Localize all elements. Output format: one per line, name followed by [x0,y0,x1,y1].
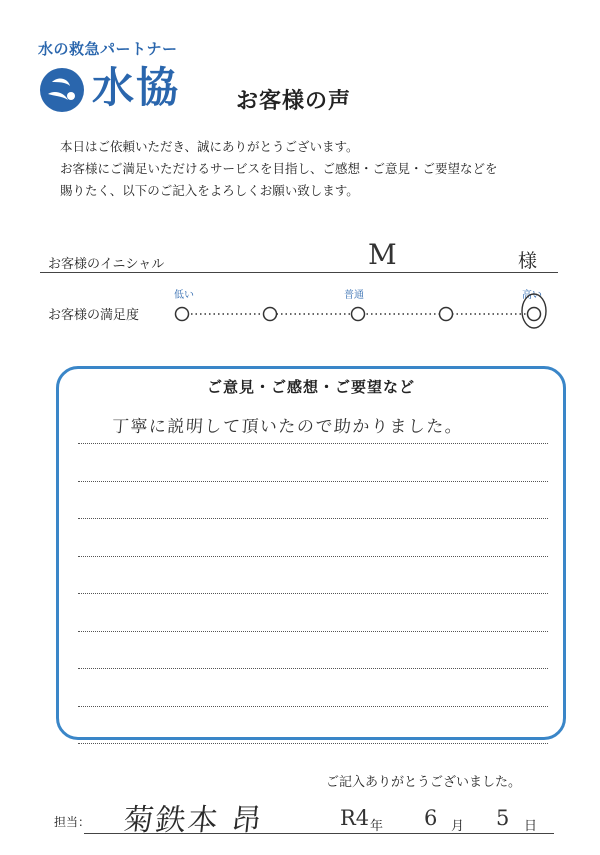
scale-label-high: 高い [522,290,542,301]
page-title: お客様の声 [236,89,352,114]
comment-ruled-line [78,706,548,707]
brand-name: 水協 [92,63,181,112]
scale-label-low: 低い [174,290,194,301]
intro-line: お客様にご満足いただけるサービスを目指し、ご感想・ご意見・ご要望などを [60,161,498,176]
satisfaction-option-1[interactable] [176,308,189,321]
footer-underline [84,833,554,834]
initial-suffix: 様 [518,250,538,272]
intro-line: 賜りたく、以下のご記入をよろしくお願い致します。 [60,183,359,198]
tagline: 水の救急パートナー [38,40,178,58]
comment-handwritten-text: 丁寧に説明して頂いたので助かりました。 [111,417,465,437]
comment-ruled-line [78,556,548,557]
initial-handwritten-value: M [368,238,397,271]
comment-ruled-line [78,593,548,594]
satisfaction-option-2[interactable] [264,308,277,321]
staff-signature: 菊鉄本 昂 [121,803,266,838]
comment-ruled-line [78,443,548,444]
satisfaction-option-5[interactable] [528,308,541,321]
intro-line: 本日はご依頼いただき、誠にありがとうございます。 [60,139,359,154]
date-month: 6 [424,806,438,830]
staff-label: 担当： [54,815,91,829]
comment-ruled-line [78,481,548,482]
comment-box-title: ご意見・ご感想・ご要望など [206,378,415,396]
date-month-unit: 月 [451,819,465,834]
intro-text [60,136,580,202]
thanks-message: ご記入ありがとうございました。 [326,775,522,790]
date-day: 5 [496,806,510,830]
comment-ruled-line [78,631,548,632]
satisfaction-label: お客様の満足度 [48,308,140,323]
satisfaction-option-4[interactable] [440,308,453,321]
initial-label: お客様のイニシャル [48,257,165,272]
comment-ruled-line [78,518,548,519]
satisfaction-scale [170,280,570,330]
water-drop-logo-icon [38,66,86,114]
initial-underline [40,272,558,273]
comment-ruled-line [78,668,548,669]
satisfaction-option-3[interactable] [352,308,365,321]
date-year-unit: 年 [370,819,384,834]
date-year: R4 [340,806,370,830]
scale-label-mid: 普通 [344,290,364,301]
date-day-unit: 日 [524,819,538,834]
comment-ruled-line [78,743,548,744]
